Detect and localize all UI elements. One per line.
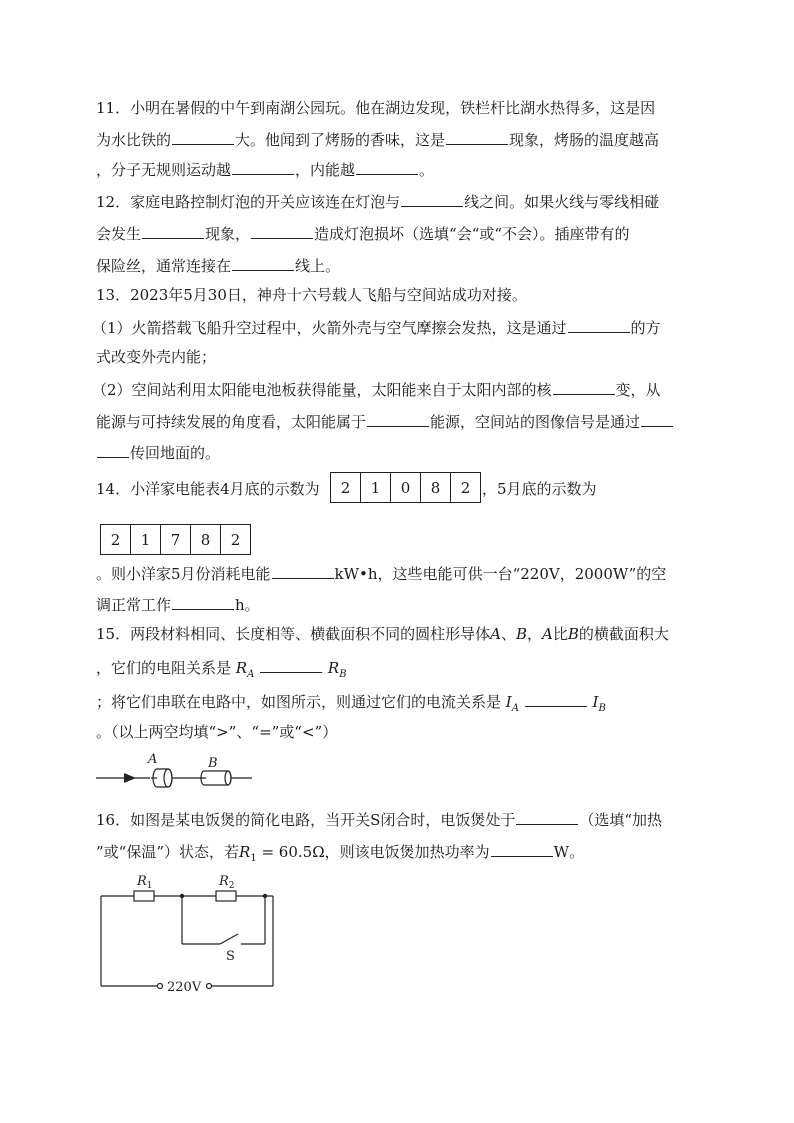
q12-line-1: 12．家庭电路控制灯泡的开关应该连在灯泡与 线之间。如果火线与零线相碰 xyxy=(96,190,659,212)
meter-digit: 0 xyxy=(391,473,421,502)
q12-line-3: 保险丝，通常连接在 线上。 xyxy=(96,254,340,276)
answer-blank[interactable] xyxy=(172,593,234,610)
circuit-diagram xyxy=(96,868,286,993)
q13-line-3: 式改变外壳内能； xyxy=(96,348,217,366)
q15-line-2: ，它们的电阻关系是 $R_A$ $R_B$ xyxy=(96,656,347,685)
q11-line-1: 11．小明在暑假的中午到南湖公园玩。他在湖边发现，铁栏杆比湖水热得多，这是因 xyxy=(96,99,656,117)
terminal xyxy=(158,984,163,989)
label-a: A xyxy=(148,752,158,767)
answer-blank[interactable] xyxy=(525,690,587,707)
answer-blank[interactable] xyxy=(232,158,294,175)
meter-digit: 1 xyxy=(361,473,391,502)
resistor-r2 xyxy=(216,891,236,901)
q13-line-4: （2）空间站利用太阳能电池板获得能量，太阳能来自于太阳内部的核 变，从 xyxy=(92,378,661,400)
meter-digit: 2 xyxy=(460,478,471,497)
q15-line-3: ；将它们串联在电路中，如图所示，则通过它们的电流关系是 $I_A$ $I_B$ xyxy=(96,690,606,719)
meter-reading-may xyxy=(100,524,251,555)
meter-digit: 2 xyxy=(331,473,361,502)
label-voltage: 220V xyxy=(167,980,202,993)
answer-blank[interactable] xyxy=(491,840,553,857)
q14-line-1: 14．小洋家电能表4月底的示数为 xyxy=(96,480,320,498)
q13-line-5: 能源与可持续发展的角度看，太阳能属于 能源，空间站的图像信号是通过 xyxy=(96,410,674,432)
meter-digit: 2 xyxy=(101,525,131,554)
answer-blank[interactable] xyxy=(272,562,334,579)
answer-blank[interactable] xyxy=(142,222,204,239)
answer-blank[interactable] xyxy=(516,808,578,825)
label-b: B xyxy=(208,756,218,771)
q14-line-1b: ，5月底的示数为 xyxy=(482,480,597,498)
meter-digit: 2 xyxy=(230,530,241,549)
meter-digit: 7 xyxy=(161,525,191,554)
label-s: S xyxy=(226,949,235,964)
q11-line-2: 为水比铁的 大。他闻到了烤肠的香味，这是 现象，烤肠的温度越高 xyxy=(96,128,659,150)
q14-line-4: 调正常工作 h。 xyxy=(96,593,260,615)
answer-blank[interactable] xyxy=(553,378,615,395)
answer-blank[interactable] xyxy=(232,254,294,271)
meter-reading-april xyxy=(330,472,481,503)
meter-digit: 8 xyxy=(191,525,221,554)
answer-blank[interactable] xyxy=(251,222,313,239)
answer-blank[interactable] xyxy=(401,190,463,207)
meter-digit: 8 xyxy=(421,473,451,502)
current-arrow xyxy=(124,773,136,783)
terminal xyxy=(207,984,212,989)
answer-blank[interactable] xyxy=(367,410,429,427)
q13-line-2: （1）火箭搭载飞船升空过程中，火箭外壳与空气摩擦会发热，这是通过 的方 xyxy=(92,316,661,338)
label-r2: $R_2$ xyxy=(219,874,235,891)
q13-line-6: 传回地面的。 xyxy=(96,441,220,463)
q12-line-2: 会发生 现象， 造成灯泡损坏（选填“会“或“不会）。插座带有的 xyxy=(96,222,630,244)
answer-blank[interactable] xyxy=(568,316,630,333)
answer-blank[interactable] xyxy=(260,656,322,673)
answer-blank[interactable] xyxy=(97,441,129,458)
answer-blank[interactable] xyxy=(446,128,508,145)
label-r1: $R_1$ xyxy=(137,874,153,891)
q13-line-1: 13．2023年5月30日，神舟十六号载人飞船与空间站成功对接。 xyxy=(96,286,527,304)
q11-line-3: ，分子无规则运动越 ，内能越 。 xyxy=(96,158,434,180)
q14-line-3: 。则小洋家5月份消耗电能 kW•h，这些电能可供一台“220V，2000W”的空 xyxy=(96,562,666,584)
junction-dot xyxy=(180,894,184,898)
answer-blank[interactable] xyxy=(641,410,673,427)
meter-digit: 1 xyxy=(131,525,161,554)
answer-blank[interactable] xyxy=(356,158,418,175)
resistor-r1 xyxy=(134,891,154,901)
q15-line-4: 。（以上两空均填“>”、“=”或“<”） xyxy=(96,723,338,741)
q15-line-1: 15．两段材料相同、长度相等、横截面积不同的圆柱形导体A、B，A比B的横截面积大 xyxy=(96,625,669,643)
answer-blank[interactable] xyxy=(172,128,234,145)
switch-s xyxy=(220,934,238,944)
q16-line-2: ”或“保温”）状态，若$R_1 = 60.5\Omega$，则该电饭煲加热功率为 W。 xyxy=(96,840,584,869)
q16-line-1: 16．如图是某电饭煲的简化电路，当开关S闭合时，电饭煲处于 （选填“加热 xyxy=(96,808,662,830)
conductor-diagram xyxy=(96,748,266,798)
junction-dot xyxy=(263,894,267,898)
